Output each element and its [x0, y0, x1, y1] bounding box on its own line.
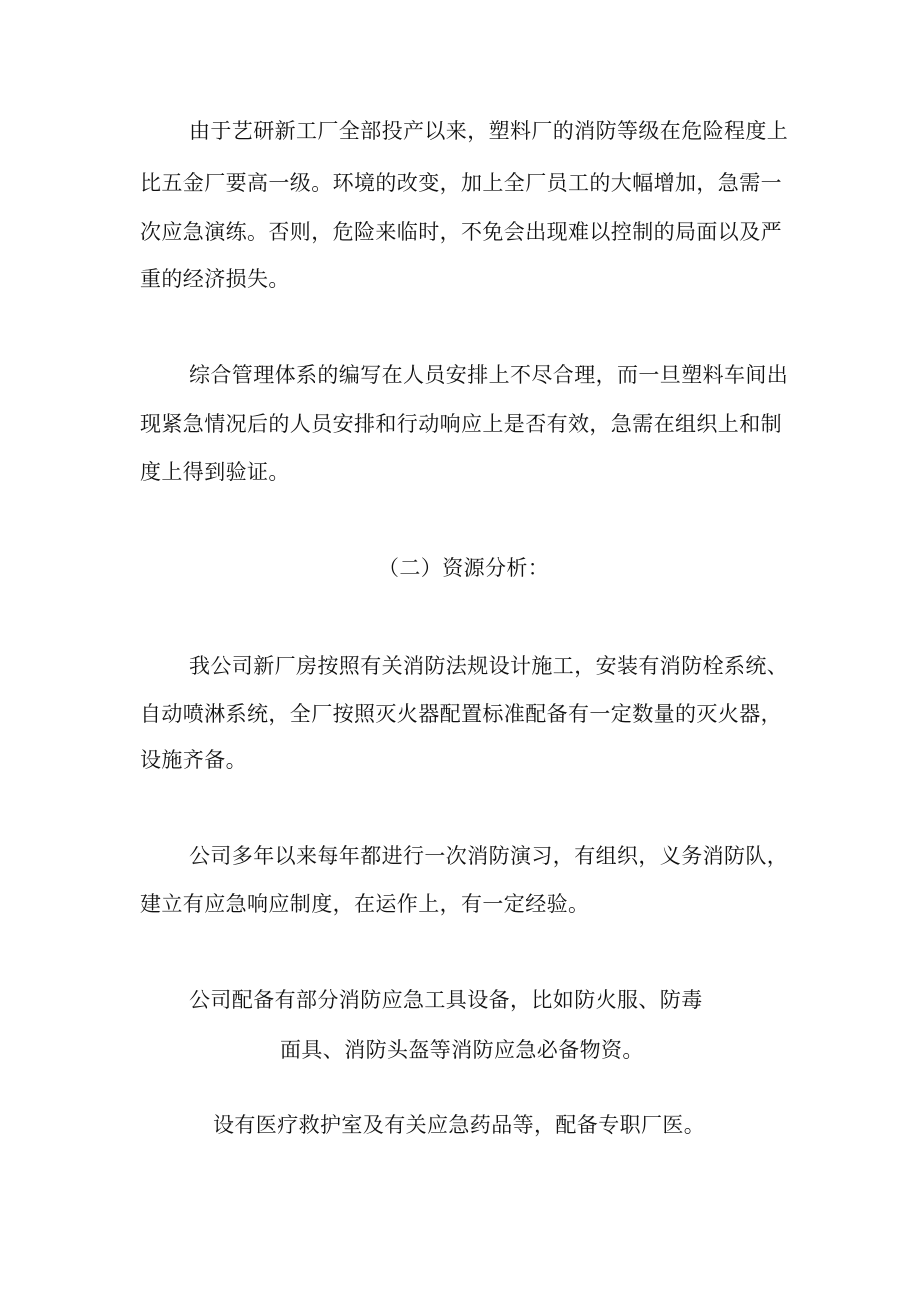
- paragraph-1-line-4: 重的经济损失。: [140, 267, 290, 291]
- paragraph-6-line-1: 设有医疗救护室及有关应急药品等，配备专职厂医。: [213, 1113, 706, 1137]
- paragraph-3-line-1: 我公司新厂房按照有关消防法规设计施工，安装有消防栓系统、: [189, 654, 789, 678]
- paragraph-1-line-1: 由于艺研新工厂全部投产以来，塑料厂的消防等级在危险程度上: [189, 119, 789, 143]
- paragraph-2-line-1: 综合管理体系的编写在人员安排上不尽合理，而一旦塑料车间出: [189, 363, 789, 387]
- section-heading: （二）资源分析：: [378, 556, 550, 580]
- paragraph-1-line-2: 比五金厂要高一级。环境的改变，加上全厂员工的大幅增加，急需一: [140, 171, 782, 195]
- paragraph-2-line-2: 现紧急情况后的人员安排和行动响应上是否有效，急需在组织上和制: [140, 412, 782, 436]
- paragraph-3-line-3: 设施齐备。: [140, 748, 247, 772]
- paragraph-4-line-1: 公司多年以来每年都进行一次消防演习，有组织，义务消防队，: [189, 844, 789, 868]
- paragraph-1-line-3: 次应急演练。否则，危险来临时，不免会出现难以控制的局面以及严: [140, 220, 782, 244]
- paragraph-5-line-2: 面具、消防头盔等消防应急必备物资。: [280, 1038, 644, 1062]
- paragraph-3-line-2: 自动喷淋系统，全厂按照灭火器配置标准配备有一定数量的灭火器，: [140, 702, 782, 726]
- paragraph-4-line-2: 建立有应急响应制度，在运作上，有一定经验。: [140, 892, 590, 916]
- paragraph-5-line-1: 公司配备有部分消防应急工具设备，比如防火服、防毒: [189, 988, 703, 1012]
- paragraph-2-line-3: 度上得到验证。: [140, 460, 290, 484]
